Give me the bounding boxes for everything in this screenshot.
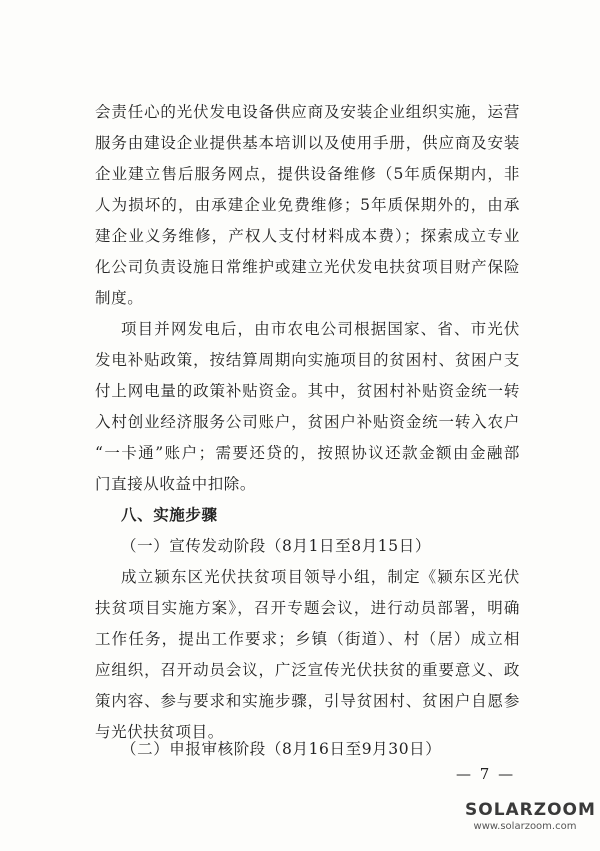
paragraph-3-line-4: 应组织，召开动员会议，广泛宣传光伏扶贫的重要意义、政 — [95, 661, 520, 679]
paragraph-1-line-5: 建企业义务维修，产权人支付材料成本费）；探索成立专业 — [95, 227, 520, 245]
stage-1-heading — [121, 534, 431, 558]
stage-2-label: （二）申报审核阶段 — [121, 740, 266, 758]
paragraph-2-line-5: “一卡通”账户；需要还贷的，按照协议还款金额由金融部 — [95, 444, 520, 462]
watermark — [465, 800, 596, 832]
stage-1-label: （一）宣传发动阶段 — [121, 537, 266, 555]
paragraph-1-line-3: 企业建立售后服务网点，提供设备维修（5年质保期内，非 — [95, 165, 520, 183]
paragraph-3-line-3: 工作任务，提出工作要求；乡镇（街道）、村（居）成立相 — [95, 630, 520, 648]
paragraph-1-line-4: 人为损坏的，由承建企业免费维修；5年质保期外的，由承 — [95, 196, 520, 214]
paragraph-1-line-7: 制度。 — [95, 289, 144, 307]
stage-2-heading — [121, 737, 441, 761]
paragraph-2-line-1: 项目并网发电后，由市农电公司根据国家、省、市光伏 — [121, 320, 520, 338]
stage-2-dates: （8月16日至9月30日） — [265, 740, 442, 758]
paragraph-3-line-6: 与光伏扶贫项目。 — [95, 723, 224, 741]
paragraph-3-line-1: 成立颍东区光伏扶贫项目领导小组，制定《颍东区光伏 — [121, 568, 520, 586]
paragraph-2-line-2: 发电补贴政策，按结算周期向实施项目的贫困村、贫困户支 — [95, 351, 520, 369]
paragraph-2-line-4: 入村创业经济服务公司账户，贫困户补贴资金统一转入农户 — [95, 413, 520, 431]
page-number: — 7 — — [456, 765, 516, 783]
paragraph-1-line-6: 化公司负责设施日常维护或建立光伏发电扶贫项目财产保险 — [95, 258, 520, 276]
paragraph-2-line-3: 付上网电量的政策补贴资金。其中，贫困村补贴资金统一转 — [95, 382, 520, 400]
paragraph-1-line-2: 服务由建设企业提供基本培训以及使用手册，供应商及安装 — [95, 134, 520, 152]
watermark-logo: SOLARZOOM — [465, 800, 596, 820]
paragraph-3-line-2: 扶贫项目实施方案》，召开专题会议，进行动员部署，明确 — [95, 599, 520, 617]
paragraph-2-line-6: 门直接从收益中扣除。 — [95, 475, 257, 493]
watermark-url: www.solarzoom.com — [473, 821, 577, 832]
section-heading: 八、实施步骤 — [121, 506, 218, 524]
paragraph-3-line-5: 策内容、参与要求和实施步骤，引导贫困村、贫困户自愿参 — [95, 692, 520, 710]
paragraph-1-line-1: 会责任心的光伏发电设备供应商及安装企业组织实施，运营 — [95, 103, 520, 121]
stage-1-dates: （8月1日至8月15日） — [265, 537, 431, 555]
